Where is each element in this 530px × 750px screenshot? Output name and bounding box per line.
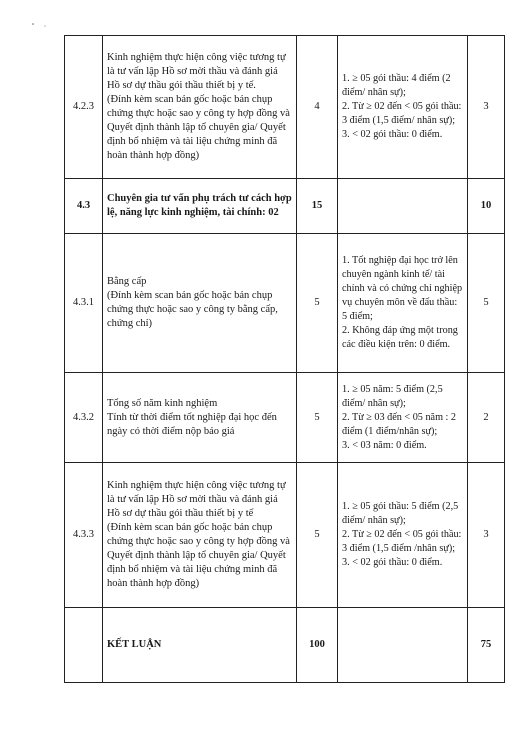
row-max-score: 15 [297, 179, 338, 234]
conclusion-code-cell [65, 608, 103, 683]
row-criteria-text: 1. ≥ 05 gói thầu: 5 điểm (2,5 điểm/ nhân sự); 2. Từ ≥ 02 đến < 05 gói thầu: 3 điểm (1,5 điểm /nhân sự); 3. < 02 gói thầu: 0 điểm. [342, 501, 462, 568]
row-score: 2 [468, 373, 505, 463]
table-row [65, 179, 505, 234]
row-score: 5 [468, 234, 505, 373]
conclusion-score: 75 [468, 608, 505, 683]
row-criteria [338, 179, 468, 234]
table-row [65, 36, 505, 179]
row-criteria [338, 234, 468, 373]
row-score: 3 [468, 36, 505, 179]
table-row [65, 234, 505, 373]
scan-marks [30, 20, 50, 28]
conclusion-row [65, 608, 505, 683]
row-score: 3 [468, 463, 505, 608]
row-criteria [338, 36, 468, 179]
row-description-text: Chuyên gia tư vấn phụ trách tư cách hợp lệ, năng lực kinh nghiệm, tài chính: 02 [107, 193, 292, 218]
conclusion-label: KẾT LUẬN [103, 608, 297, 683]
row-code: 4.2.3 [65, 36, 103, 179]
row-max-score: 5 [297, 463, 338, 608]
row-criteria-text: 1. ≥ 05 năm: 5 điểm (2,5 điểm/ nhân sự); 2. Từ ≥ 03 đến < 05 năm : 2 điểm (1 điểm/nhân sự); 3. < 03 năm: 0 điểm. [342, 383, 457, 451]
table-row [65, 373, 505, 463]
row-score: 10 [468, 179, 505, 234]
row-code: 4.3.2 [65, 373, 103, 463]
row-description [103, 179, 297, 234]
row-description-text: Bằng cấp (Đính kèm scan bản gốc hoặc bản chụp chứng thực hoặc sao y công ty bằng cấp, chứng chỉ) [107, 276, 278, 329]
row-description-text: Kinh nghiệm thực hiện công việc tương tự là tư vấn lập Hồ sơ mời thầu và đánh giá Hồ sơ dự thầu gói thầu thiết bị y tế. (Đính kèm scan bản gốc hoặc bản chụp chứng thực hoặc sao y công ty hợp đồng và Quyết định thành lập tổ chuyên gia/ Quyết định bổ nhiệm và tài liệu chứng minh đã hoàn thành hợp đồng) [107, 52, 290, 161]
row-description [103, 36, 297, 179]
row-description [103, 373, 297, 463]
row-code: 4.3.1 [65, 234, 103, 373]
row-description [103, 463, 297, 608]
conclusion-max-score: 100 [297, 608, 338, 683]
row-description-text: Tổng số năm kinh nghiệm Tính từ thời điểm tốt nghiệp đại học đến ngày có thời điểm nộp báo giá [107, 397, 277, 437]
row-description [103, 234, 297, 373]
row-criteria [338, 463, 468, 608]
row-max-score: 5 [297, 373, 338, 463]
table-row [65, 463, 505, 608]
row-code: 4.3.3 [65, 463, 103, 608]
evaluation-table [64, 35, 505, 683]
row-criteria-text: 1. Tốt nghiệp đại học trở lên chuyên ngành kinh tế/ tài chính và có chứng chỉ nghiệp vụ chuyên môn về đấu thầu: 5 điểm; 2. Không đáp ứng một trong các điều kiện trên: 0 điểm. [342, 255, 463, 350]
conclusion-criteria-cell [338, 608, 468, 683]
row-criteria [338, 373, 468, 463]
row-description-text: Kinh nghiệm thực hiện công việc tương tự là tư vấn lập Hồ sơ mời thầu và đánh giá Hồ sơ dự thầu gói thầu thiết bị y tế (Đính kèm scan bản gốc hoặc bản chụp chứng thực hoặc sao y công ty hợp đồng và Quyết định thành lập tổ chuyên gia/ Quyết định bổ nhiệm và tài liệu chứng minh đã hoàn thành hợp đồng) [107, 480, 290, 589]
row-code: 4.3 [65, 179, 103, 234]
row-max-score: 5 [297, 234, 338, 373]
row-criteria-text: 1. ≥ 05 gói thầu: 4 điểm (2 điểm/ nhân sự); 2. Từ ≥ 02 đến < 05 gói thầu: 3 điểm (1,5 điểm/ nhân sự); 3. < 02 gói thầu: 0 điểm. [342, 73, 462, 140]
row-max-score: 4 [297, 36, 338, 179]
